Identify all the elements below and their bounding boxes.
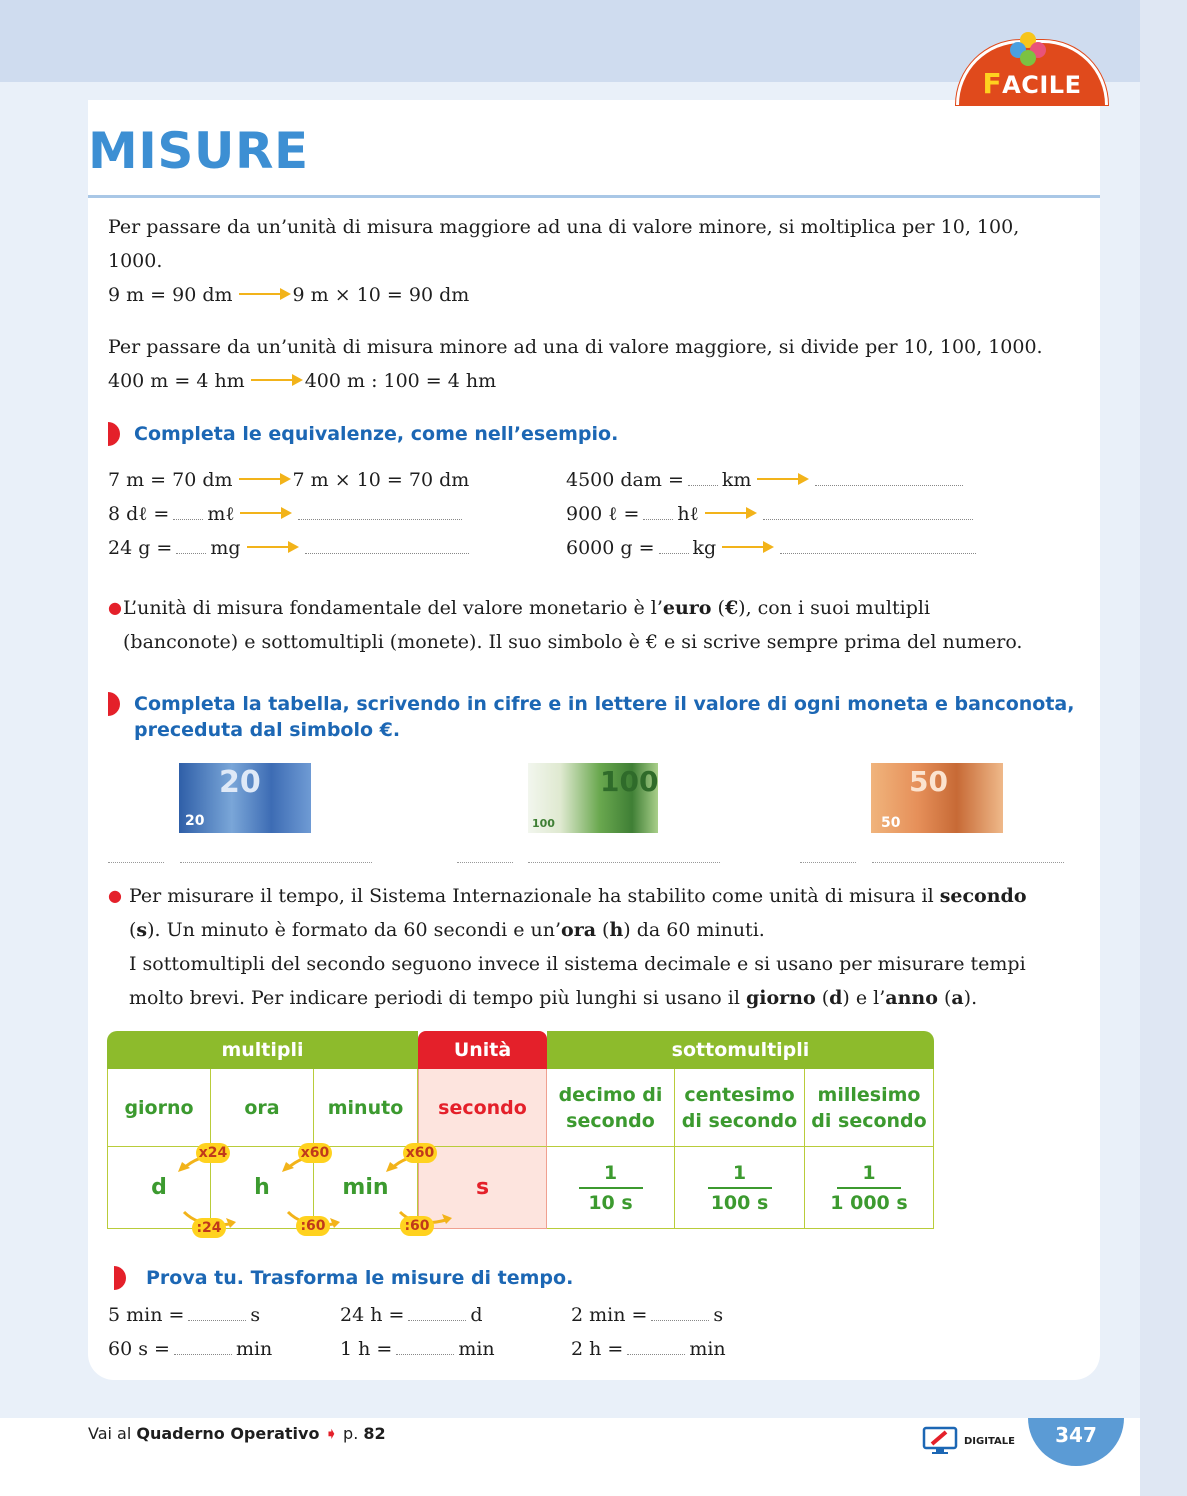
right-edge-strip [1140,0,1187,1496]
answer-blank-words[interactable] [528,862,720,863]
answer-blank[interactable] [780,539,976,554]
equivalence-example: 7 m = 70 dm 7 m × 10 = 70 dm [108,469,470,491]
answer-blank[interactable] [627,1340,685,1355]
digital-monitor-icon [922,1426,958,1456]
answer-blank-digits[interactable] [457,862,513,863]
time-conversion-item: 2 h = min [571,1338,726,1360]
equivalence-item: 6000 g = kg [566,531,980,565]
header-multipli: multipli [107,1031,418,1069]
unit-name-cell: ora [211,1069,314,1147]
bullet-icon: ● [108,886,122,905]
fraction-cell: $\frac{1}{100 s}$ [675,1147,805,1229]
exercise3-instruction: Prova tu. Trasforma le misure di tempo. [146,1267,574,1289]
unit-symbol-cell: min [314,1147,418,1229]
exercise2-instruction: Completa la tabella, scrivendo in cifre e in lettere il valore di ogni moneta e banconota, preceduta dal simbolo €. [134,693,1075,741]
multiplier-badge: x60 [403,1143,437,1163]
equivalence-item: 24 g = mg [108,531,473,565]
divider-badge: :24 [192,1218,226,1238]
euro-note: L’unità di misura fondamentale del valore monetario è l’euro (€), con i suoi multipli (banconote) e sottomultipli (monete). Il suo simbolo è € e si scrive sempre prima del numero. [123,597,1023,653]
time-conversion-item: 60 s = min [108,1338,273,1360]
unit-name-cell: minuto [314,1069,418,1147]
answer-blank[interactable] [408,1306,466,1321]
answer-blank[interactable] [815,471,963,486]
arrow-icon [251,379,299,381]
equivalence-item: 4500 dam = km [566,463,967,497]
unit-symbol-cell: d [107,1147,211,1229]
banknote-20-image: 20 20 [179,763,311,833]
arrow-icon [239,293,287,295]
banknote-50-image: 50 50 [871,763,1003,833]
answer-blank-digits[interactable] [108,862,164,863]
exercise1-instruction: Completa le equivalenze, come nell’esempio. [134,423,619,445]
answer-blank[interactable] [174,1340,232,1355]
arrow-right-icon: ➧ [324,1424,338,1443]
fraction-cell: $\frac{1}{1 000 s}$ [805,1147,934,1229]
bullet-icon: ● [108,598,122,617]
arrow-icon [722,546,770,548]
answer-blank[interactable] [763,505,973,520]
intro-example-1: 9 m = 90 dm 9 m × 10 = 90 dm [108,284,470,306]
intro-line-1: Per passare da un’unità di misura maggiore ad una di valore minore, si moltiplica per 10, 100, [108,216,1020,238]
page-title: MISURE [88,122,309,180]
time-conversion-item: 24 h = d [340,1304,483,1326]
header-sottomultipli: sottomultipli [547,1031,934,1069]
time-conversion-item: 1 h = min [340,1338,495,1360]
header-unita: Unità [418,1031,547,1069]
arrow-icon [757,478,805,480]
time-conversion-item: 5 min = s [108,1304,261,1326]
subunit-name-cell: millesimo di secondo [805,1069,934,1147]
answer-blank[interactable] [643,505,673,520]
answer-blank[interactable] [688,471,718,486]
answer-blank-words[interactable] [180,862,372,863]
divider-badge: :60 [296,1216,330,1236]
time-conversion-item: 2 min = s [571,1304,724,1326]
answer-blank[interactable] [188,1306,246,1321]
unit-name-cell: secondo [418,1069,547,1147]
intro-example-2: 400 m = 4 hm 400 m : 100 = 4 hm [108,370,497,392]
multiplier-badge: x60 [298,1143,332,1163]
time-note: Per misurare il tempo, il Sistema Internazionale ha stabilito come unità di misura il secondo (s). Un minuto è formato da 60 secondi e un’ora (h) da 60 minuti. I sottomultipli del secondo seguono invece il sistema decimale e si usano per misurare tempi molto brevi. Per indicare periodi di tempo più lunghi si usano il giorno (d) e l’anno (a). [129,885,1027,1009]
answer-blank[interactable] [659,539,689,554]
answer-blank[interactable] [305,539,469,554]
equivalence-item: 900 ℓ = hℓ [566,497,977,531]
workbook-reference[interactable]: Vai al Quaderno Operativo ➧ p. 82 [88,1424,386,1443]
title-divider [88,195,1100,198]
clover-icon [1008,30,1048,70]
subunit-name-cell: decimo di secondo [547,1069,675,1147]
digital-label[interactable]: DIGITALE [964,1436,1015,1447]
banknote-100-image: 100 100 [528,763,658,833]
arrow-icon [240,512,288,514]
answer-blank[interactable] [298,505,462,520]
answer-blank[interactable] [173,505,203,520]
intro-line-3: Per passare da un’unità di misura minore ad una di valore maggiore, si divide per 10, 100, 1000. [108,336,1043,358]
answer-blank-digits[interactable] [800,862,856,863]
answer-blank[interactable] [651,1306,709,1321]
arrow-icon [705,512,753,514]
arrow-icon [239,478,287,480]
badge-label: ACILE [1002,71,1082,99]
multiplier-badge: x24 [196,1143,230,1163]
unit-symbol-cell: s [418,1147,547,1229]
intro-line-2: 1000. [108,250,163,272]
subunit-name-cell: centesimo di secondo [675,1069,805,1147]
unit-name-cell: giorno [107,1069,211,1147]
unit-symbol-cell: h [211,1147,314,1229]
fraction-cell: $\frac{1}{10 s}$ [547,1147,675,1229]
badge-first-letter: F [982,67,1003,100]
page-number: 347 [1028,1418,1124,1466]
answer-blank[interactable] [176,539,206,554]
answer-blank-words[interactable] [872,862,1064,863]
divider-badge: :60 [400,1216,434,1236]
arrow-icon [247,546,295,548]
equivalence-item: 8 dℓ = mℓ [108,497,466,531]
answer-blank[interactable] [396,1340,454,1355]
